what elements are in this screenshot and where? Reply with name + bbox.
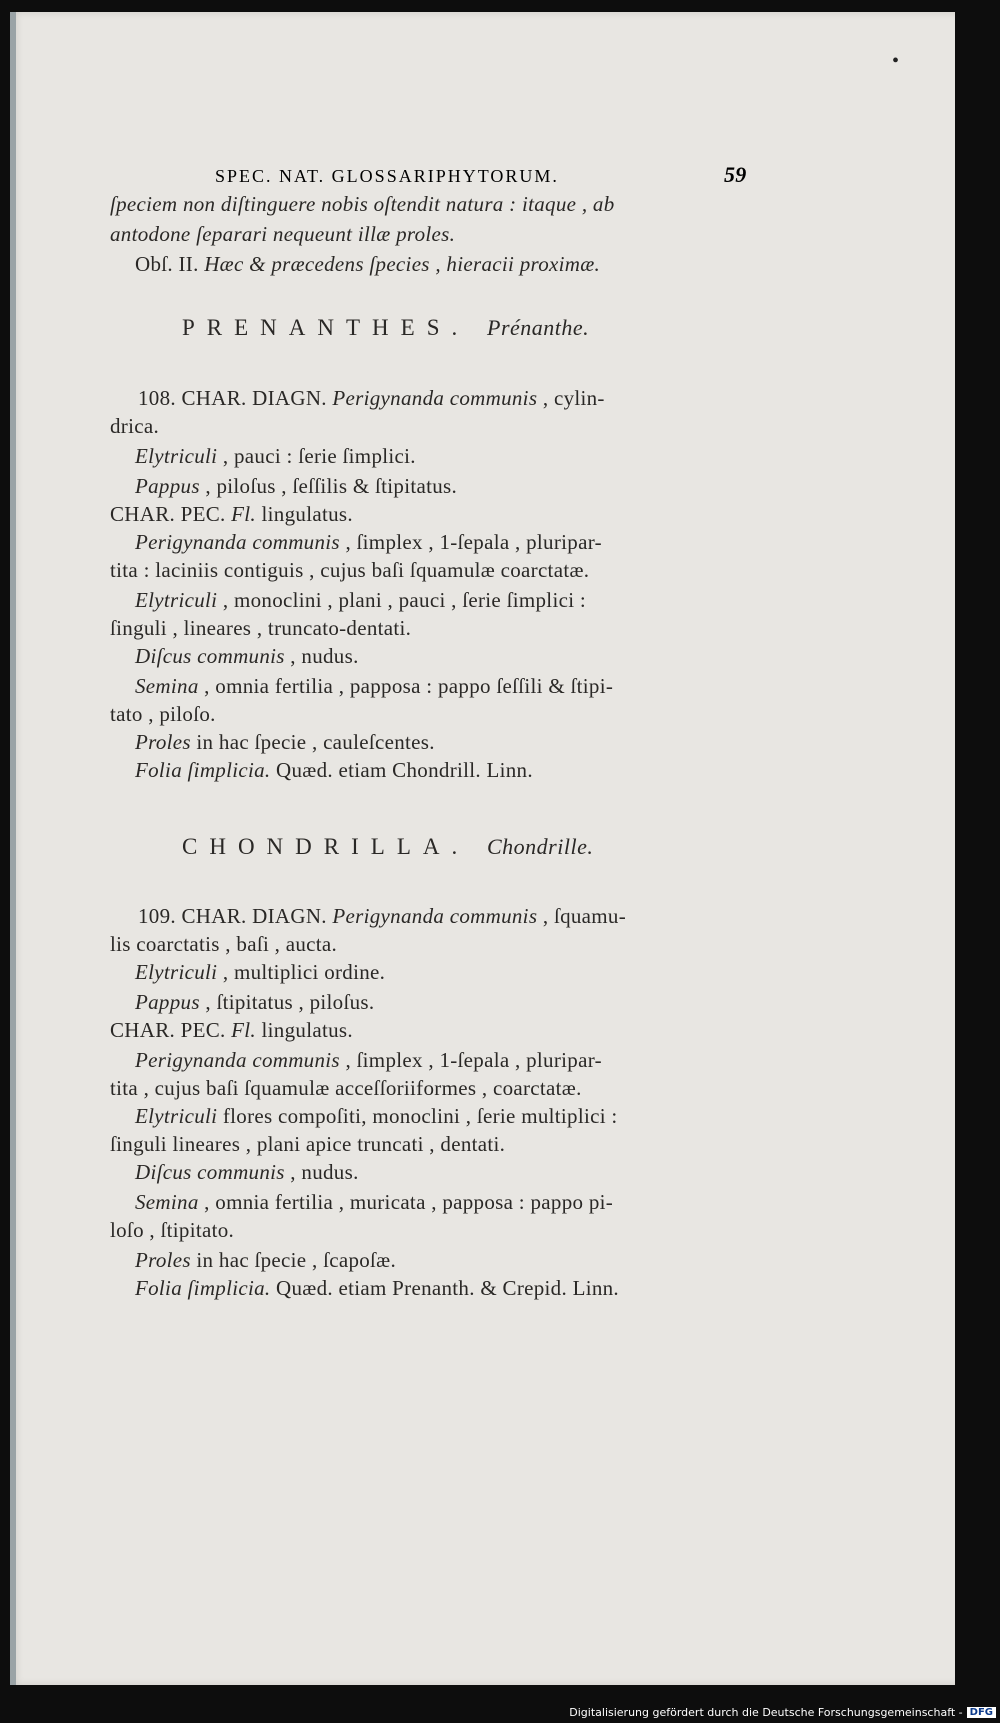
footer-text: Digitalisierung gefördert durch die Deutsche Forschungsgemeinschaft - <box>569 1706 963 1719</box>
text-segment: tato , piloſo. <box>110 702 216 726</box>
text-segment: , monoclini , plani , pauci , ſerie ſimplici : <box>217 588 587 612</box>
text-segment: in hac ſpecie , ſcapoſæ. <box>190 1248 397 1272</box>
text-segment: , ſimplex , 1-ſepala , pluripar- <box>339 1048 602 1072</box>
text-line <box>110 192 615 217</box>
ink-mark: • <box>892 50 900 72</box>
text-segment: tita : laciniis contiguis , cujus baſi ſquamulæ coarctatæ. <box>110 558 590 582</box>
text-segment: Obſ. II. <box>135 252 205 276</box>
text-line <box>135 644 359 669</box>
text-segment: lingulatus. <box>255 1018 353 1042</box>
footer <box>569 1706 996 1719</box>
text-segment: Proles <box>135 1248 191 1272</box>
text-segment: 109. CHAR. DIAGN. <box>138 904 333 928</box>
text-segment: Semina <box>135 674 199 698</box>
text-segment: Pappus <box>135 990 200 1014</box>
text-segment: Perigynanda communis <box>332 386 538 410</box>
text-line <box>135 758 533 783</box>
text-segment: loſo , ſtipitato. <box>110 1218 235 1242</box>
text-segment: , omnia fertilia , muricata , papposa : pappo pi- <box>198 1190 614 1214</box>
text-segment: Chondrille. <box>487 834 594 859</box>
text-line <box>135 730 435 755</box>
text-segment: lis coarctatis , baſi , aucta. <box>110 932 338 956</box>
text-line <box>110 502 353 527</box>
text-segment: , piloſus , ſeſſilis & ſtipitatus. <box>199 474 458 498</box>
text-segment: CHAR. PEC. <box>110 502 232 526</box>
page-edge <box>10 12 16 1685</box>
text-segment: , ſquamu- <box>537 904 627 928</box>
text-segment: flores compoſiti, monoclini , ſerie multiplici : <box>217 1104 618 1128</box>
text-line <box>135 1248 396 1273</box>
text-segment: Quæd. etiam Chondrill. Linn. <box>270 758 533 782</box>
text-segment: , nudus. <box>284 644 359 668</box>
text-line <box>110 932 337 957</box>
page-number: 59 <box>724 162 747 187</box>
text-line <box>135 530 602 555</box>
text-line <box>135 588 586 613</box>
text-line <box>135 990 374 1015</box>
text-segment: Perigynanda communis <box>332 904 538 928</box>
text-segment: Fl. <box>231 502 256 526</box>
text-segment: Prénanthe. <box>487 315 590 340</box>
text-segment: Folia ſimplicia. <box>135 758 271 782</box>
text-segment: Perigynanda communis <box>135 530 340 554</box>
text-segment: ſpeciem non diſtinguere nobis oſtendit natura : itaque , ab <box>110 192 615 216</box>
text-line <box>135 1104 618 1129</box>
text-segment: tita , cujus baſi ſquamulæ acceſſoriiformes , coarctatæ. <box>110 1076 582 1100</box>
text-segment: , ſtipitatus , piloſus. <box>199 990 375 1014</box>
text-line <box>138 904 626 929</box>
text-line <box>135 252 600 277</box>
text-line <box>110 414 159 439</box>
text-line <box>135 1048 602 1073</box>
text-line <box>110 616 411 641</box>
text-segment: Semina <box>135 1190 199 1214</box>
text-segment: ſinguli , lineares , truncato-dentati. <box>110 616 412 640</box>
text-segment: Elytriculi <box>135 1104 218 1128</box>
text-segment: Elytriculi <box>135 960 218 984</box>
text-segment: , cylin- <box>537 386 605 410</box>
text-segment: Folia ſimplicia. <box>135 1276 271 1300</box>
text-line <box>138 386 605 411</box>
text-segment: Pappus <box>135 474 200 498</box>
text-line <box>135 1160 359 1185</box>
running-title: SPEC. NAT. GLOSSARIPHYTORUM. <box>215 166 559 186</box>
text-line <box>135 960 385 985</box>
text-segment: , omnia fertilia , papposa : pappo ſeſſili & ſtipi- <box>198 674 614 698</box>
genus-heading <box>182 315 589 341</box>
text-line <box>110 1218 234 1243</box>
text-segment: CHAR. PEC. <box>110 1018 232 1042</box>
text-segment: 108. CHAR. DIAGN. <box>138 386 333 410</box>
text-line <box>110 1132 505 1157</box>
text-segment: lingulatus. <box>255 502 353 526</box>
dfg-logo: DFG <box>967 1707 996 1718</box>
text-segment: in hac ſpecie , cauleſcentes. <box>190 730 435 754</box>
text-segment: Fl. <box>231 1018 256 1042</box>
genus-heading <box>182 834 593 860</box>
text-line <box>110 702 216 727</box>
text-line <box>135 1190 613 1215</box>
text-segment: ſinguli lineares , plani apice truncati , dentati. <box>110 1132 506 1156</box>
text-line <box>135 474 457 499</box>
text-line <box>135 674 613 699</box>
text-segment: , ſimplex , 1-ſepala , pluripar- <box>339 530 602 554</box>
text-segment: CHONDRILLA. <box>182 834 487 859</box>
text-segment: PRENANTHES. <box>182 315 488 340</box>
text-line <box>110 1018 353 1043</box>
text-segment: drica. <box>110 414 160 438</box>
text-segment: Proles <box>135 730 191 754</box>
text-segment: Elytriculi <box>135 444 218 468</box>
text-segment: Hæc & præcedens ſpecies , hieracii proximæ. <box>204 252 601 276</box>
text-segment: antodone ſeparari nequeunt illæ proles. <box>110 222 456 246</box>
text-segment: Perigynanda communis <box>135 1048 340 1072</box>
text-segment: Diſcus communis <box>135 1160 285 1184</box>
text-line <box>110 222 455 247</box>
text-segment: , pauci : ſerie ſimplici. <box>217 444 416 468</box>
text-line <box>110 1076 582 1101</box>
text-segment: Quæd. etiam Prenanth. & Crepid. Linn. <box>270 1276 619 1300</box>
text-segment: , multiplici ordine. <box>217 960 386 984</box>
text-line <box>135 1276 619 1301</box>
text-line <box>135 444 416 469</box>
text-line <box>110 558 589 583</box>
text-segment: Diſcus communis <box>135 644 285 668</box>
text-segment: Elytriculi <box>135 588 218 612</box>
text-segment: , nudus. <box>284 1160 359 1184</box>
